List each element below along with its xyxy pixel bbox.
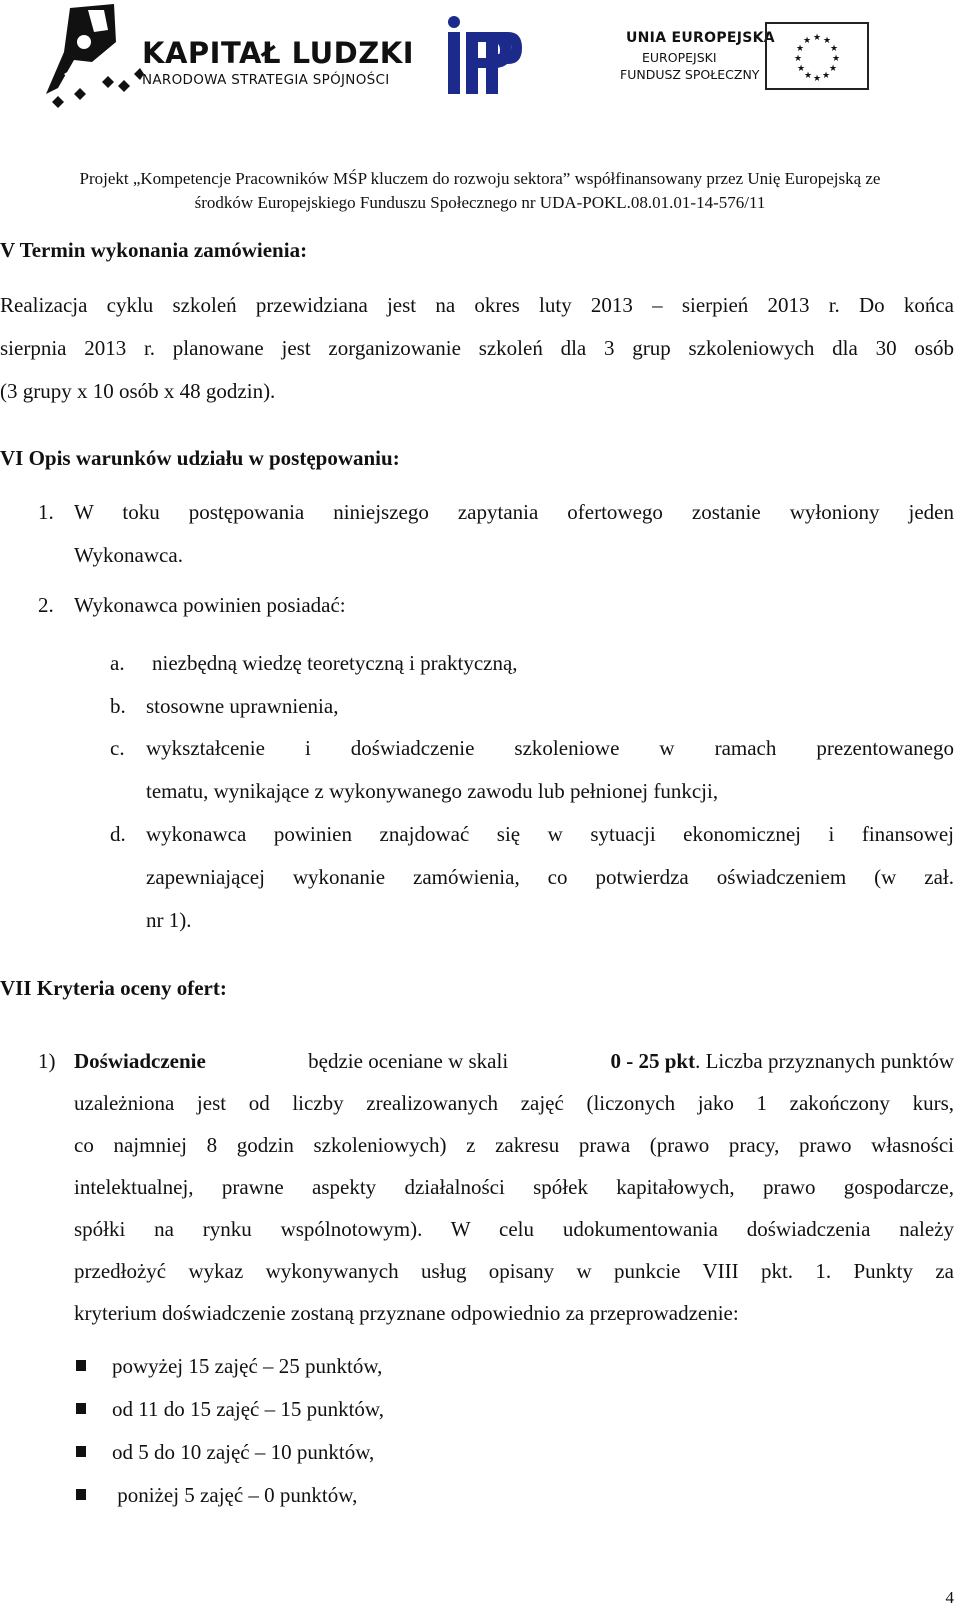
kapital-ludzki-subtitle: NARODOWA STRATEGIA SPÓJNOŚCI — [142, 72, 390, 88]
svg-text:★: ★ — [797, 64, 806, 74]
square-bullet-icon — [76, 1360, 86, 1371]
svg-text:★: ★ — [813, 74, 822, 84]
sub-d-letter: d. — [110, 822, 126, 846]
criterion-scale-wrap — [610, 1040, 954, 1083]
project-line-1: Projekt „Kompetencje Pracowników MŚP kluczem do rozwoju sektora” współfinansowany przez Unię Europejską ze — [79, 169, 881, 188]
bullet-item: powyżej 15 zajęć – 25 punktów, — [112, 1354, 383, 1378]
svg-text:★: ★ — [823, 36, 832, 46]
eu-title: UNIA EUROPEJSKA — [626, 30, 775, 46]
eu-flag-icon — [765, 22, 869, 90]
sub-b-letter: b. — [110, 694, 126, 718]
sub-c-line-2: tematu, wynikające z wykonywanego zawodu lub pełnionej funkcji, — [146, 779, 719, 803]
section-5-heading: V Termin wykonania zamówienia: — [0, 238, 308, 262]
section-5-line-3: (3 grupy x 10 osób x 48 godzin). — [0, 379, 276, 403]
svg-text:★: ★ — [804, 71, 813, 81]
project-line-2: środków Europejskiego Funduszu Społecznego nr UDA-POKL.08.01.01-14-576/11 — [194, 193, 766, 212]
section-7-para-line-3: intelektualnej, prawne aspekty działalności spółek kapitałowych, prawo gospodarcze, — [74, 1175, 954, 1199]
svg-text:★: ★ — [803, 36, 812, 46]
square-bullet-icon — [76, 1403, 86, 1414]
sub-d-line-1: wykonawca powinien znajdować się w sytuacji ekonomicznej i finansowej — [146, 822, 954, 846]
section-7-para-line-6: kryterium doświadczenie zostaną przyznane odpowiednio za przeprowadzenie: — [74, 1301, 739, 1325]
bullet-item: od 5 do 10 zajęć – 10 punktów, — [112, 1440, 375, 1464]
bullet-item: od 11 do 15 zajęć – 15 punktów, — [112, 1397, 384, 1421]
bullet-item: poniżej 5 zajęć – 0 punktów, — [112, 1483, 358, 1507]
rp-logo — [446, 14, 522, 94]
section-7-item-1-number: 1) — [38, 1049, 56, 1073]
section-6-heading: VI Opis warunków udziału w postępowaniu: — [0, 446, 400, 470]
square-bullet-icon — [76, 1446, 86, 1457]
kapital-ludzki-title: KAPITAŁ LUDZKI — [142, 36, 415, 70]
sub-d-line-3: nr 1). — [146, 908, 192, 932]
sub-a-letter: a. — [110, 651, 125, 675]
page-number: 4 — [945, 1588, 954, 1607]
criterion-name: Doświadczenie — [74, 1049, 206, 1073]
section-7-heading: VII Kryteria oceny ofert: — [0, 976, 227, 1000]
criterion-scale-intro: będzie oceniane w skali — [308, 1049, 509, 1073]
section-6-item-1-number: 1. — [38, 500, 54, 524]
section-7-para-line-5: przedłożyć wykaz wykonywanych usług opisany w punkcie VIII pkt. 1. Punkty za — [74, 1259, 954, 1283]
eu-subtitle-2: FUNDUSZ SPOŁECZNY — [620, 67, 760, 82]
svg-text:★: ★ — [796, 44, 805, 54]
section-6-item-2-text: Wykonawca powinien posiadać: — [74, 593, 346, 617]
section-6-item-1-line-2: Wykonawca. — [74, 543, 183, 567]
svg-text:★: ★ — [794, 54, 803, 64]
sub-d-line-2: zapewniającej wykonanie zamówienia, co potwierdza oświadczeniem (w zał. — [146, 865, 954, 889]
section-7-para-line-4: spółki na rynku wspólnotowym). W celu udokumentowania doświadczenia należy — [74, 1217, 954, 1241]
svg-text:★: ★ — [813, 33, 822, 43]
svg-text:★: ★ — [822, 71, 831, 81]
sub-b-text: stosowne uprawnienia, — [146, 694, 339, 718]
section-5-line-2: sierpnia 2013 r. planowane jest zorganizowanie szkoleń dla 3 grup szkoleniowych dla 30 osób — [0, 336, 954, 360]
svg-text:★: ★ — [830, 44, 839, 54]
section-5-line-1: Realizacja cyklu szkoleń przewidziana jest na okres luty 2013 – sierpień 2013 r. Do końca — [0, 293, 954, 317]
section-6-item-2-number: 2. — [38, 593, 54, 617]
section-6-item-1-line-1: W toku postępowania niniejszego zapytania ofertowego zostanie wyłoniony jeden — [74, 500, 954, 524]
section-7-para-line-1: uzależniona jest od liczby zrealizowanych zajęć (liczonych jako 1 zakończony kurs, — [74, 1091, 954, 1115]
svg-text:★: ★ — [832, 54, 841, 64]
sub-a-text: niezbędną wiedzę teoretyczną i praktyczną, — [152, 651, 518, 675]
criterion-rest: . Liczba przyznanych punktów — [695, 1049, 954, 1073]
sub-c-letter: c. — [110, 736, 125, 760]
sub-c-line-1: wykształcenie i doświadczenie szkoleniowe w ramach prezentowanego — [146, 736, 954, 760]
svg-text:★: ★ — [829, 64, 838, 74]
square-bullet-icon — [76, 1489, 86, 1500]
section-7-item-1-first-line — [74, 1040, 954, 1083]
criterion-scale: 0 - 25 pkt — [610, 1049, 696, 1073]
eu-subtitle-1: EUROPEJSKI — [642, 50, 717, 65]
kapital-ludzki-logo — [44, 2, 144, 112]
section-7-para-line-2: co najmniej 8 godzin szkoleniowych) z zakresu prawa (prawo pracy, prawo własności — [74, 1133, 954, 1157]
